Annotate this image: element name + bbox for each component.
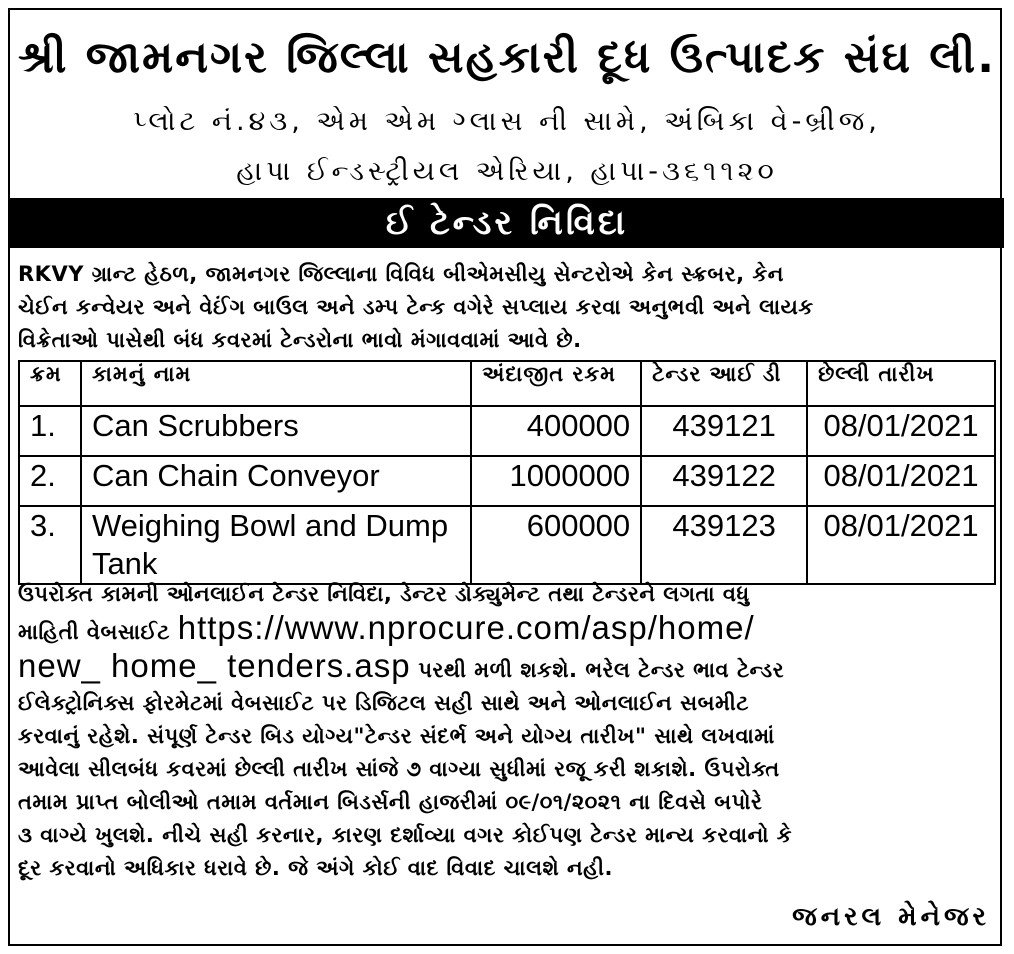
header-last-date: છેલ્લી તારીખ bbox=[807, 361, 995, 406]
amount-cell: 1000000 bbox=[471, 456, 641, 506]
details-line: કરવાનું રહેશે. સંપૂર્ણ ટેન્ડર બિડ યોગ્ય"ટેન્ડર સંદર્ભ અને યોગ્ય તારીખ" સાથે લખવામાં bbox=[18, 724, 775, 748]
details-line bbox=[18, 611, 998, 649]
details-text: માહિતી વેબસાઈટ bbox=[18, 620, 178, 644]
details-line: ઈલેક્ટ્રોનિક્સ ફોરમેટમાં વેબસાઈટ પર ડિજિટલ સહી સાથે અને ઓનલાઈન સબમીટ bbox=[18, 691, 750, 715]
details-line: દૂર કરવાનો અધિકાર ધરાવે છે. જે અંગે કોઈ વાદ વિવાદ ચાલશે નહી. bbox=[18, 856, 614, 880]
tender-id-cell: 439123 bbox=[641, 506, 807, 584]
header-estimated-amount: અંદાજીત રકમ bbox=[471, 361, 641, 406]
details-line: ઉપરોક્ત કામની ઓનલાઈન ટેન્ડર નિવિદા, ડેન્ટર ડોક્યુમેન્ટ તથા ટેન્ડરને લગતા વધુ bbox=[18, 582, 750, 606]
intro-line: ચેઈન કન્વેયર અને વેઈંગ બાઉલ અને ડમ્પ ટેન્ક વગેરે સપ્લાય કરવા અનુભવી અને લાયક bbox=[18, 295, 814, 319]
table-row bbox=[19, 506, 995, 584]
last-date-cell: 08/01/2021 bbox=[807, 456, 995, 506]
details-paragraph bbox=[18, 578, 998, 885]
intro-paragraph bbox=[18, 258, 998, 357]
details-line: તમામ પ્રાપ્ત બોલીઓ તમામ વર્તમાન બિડર્સની હાજરીમાં ૦૯/૦૧/૨૦૨૧ ના દિવસે બપોરે bbox=[18, 790, 763, 814]
tender-id-cell: 439121 bbox=[641, 406, 807, 456]
header-work-name: કામનું નામ bbox=[81, 361, 471, 406]
last-date-cell: 08/01/2021 bbox=[807, 506, 995, 584]
serial-cell: 1. bbox=[19, 406, 81, 456]
work-name-cell: Can Chain Conveyor bbox=[81, 456, 471, 506]
serial-cell: 2. bbox=[19, 456, 81, 506]
intro-line: RKVY ગ્રાન્ટ હેઠળ, જામનગર જિલ્લાના વિવિધ બીએમસીયુ સેન્ટરોએ કેન સ્ક્રબર, કેન bbox=[18, 262, 784, 286]
address-line-1: પ્લોટ નં.૪૩, એમ એમ ગ્લાસ ની સામે, અંબિકા વે-બ્રીજ, bbox=[133, 106, 881, 137]
table-header-row bbox=[19, 361, 995, 406]
details-line: ૩ વાગ્યે ખુલશે. નીચે સહી કરનાર, કારણ દર્શાવ્યા વગર કોઈપણ ટેન્ડર માન્ય કરવાનો કે bbox=[18, 823, 793, 847]
details-line: આવેલા સીલબંધ કવરમાં છેલ્લી તારીખ સાંજે ૭ વાગ્યા સુધીમાં રજૂ કરી શકાશે. ઉપરોક્ત bbox=[18, 757, 780, 781]
last-date-cell: 08/01/2021 bbox=[807, 406, 995, 456]
tender-banner: ઈ ટેન્ડર નિવિદા bbox=[10, 198, 1004, 248]
amount-cell: 600000 bbox=[471, 506, 641, 584]
tender-id-cell: 439122 bbox=[641, 456, 807, 506]
serial-cell: 3. bbox=[19, 506, 81, 584]
address-line-2: હાપા ઈન્ડસ્ટ્રીયલ એરિયા, હાપા-૩૬૧૧૨૦ bbox=[236, 156, 778, 187]
amount-cell: 400000 bbox=[471, 406, 641, 456]
details-line bbox=[18, 649, 998, 687]
signature-general-manager: જનરલ મેનેજર bbox=[792, 902, 990, 932]
notice-header bbox=[10, 10, 1004, 196]
website-link-part-2[interactable]: new_ home_ tenders.asp bbox=[18, 647, 411, 684]
website-link-part-1[interactable]: https://www.nprocure.com/asp/home/ bbox=[177, 609, 755, 646]
details-text: પરથી મળી શકશે. ભરેલ ટેન્ડર ભાવ ટેન્ડર bbox=[410, 658, 785, 682]
work-name-cell: Weighing Bowl and Dump Tank bbox=[81, 506, 471, 584]
table-row bbox=[19, 406, 995, 456]
table-row bbox=[19, 456, 995, 506]
tender-table bbox=[18, 360, 996, 585]
header-serial: ક્રમ bbox=[19, 361, 81, 406]
work-name-cell: Can Scrubbers bbox=[81, 406, 471, 456]
organization-title: શ્રી જામનગર જિલ્લા સહકારી દૂધ ઉત્પાદક સંઘ લી. bbox=[18, 32, 996, 83]
intro-line: વિક્રેતાઓ પાસેથી બંધ કવરમાં ટેન્ડરોના ભાવો મંગાવવામાં આવે છે. bbox=[18, 328, 582, 352]
header-tender-id: ટેન્ડર આઈ ડી bbox=[641, 361, 807, 406]
